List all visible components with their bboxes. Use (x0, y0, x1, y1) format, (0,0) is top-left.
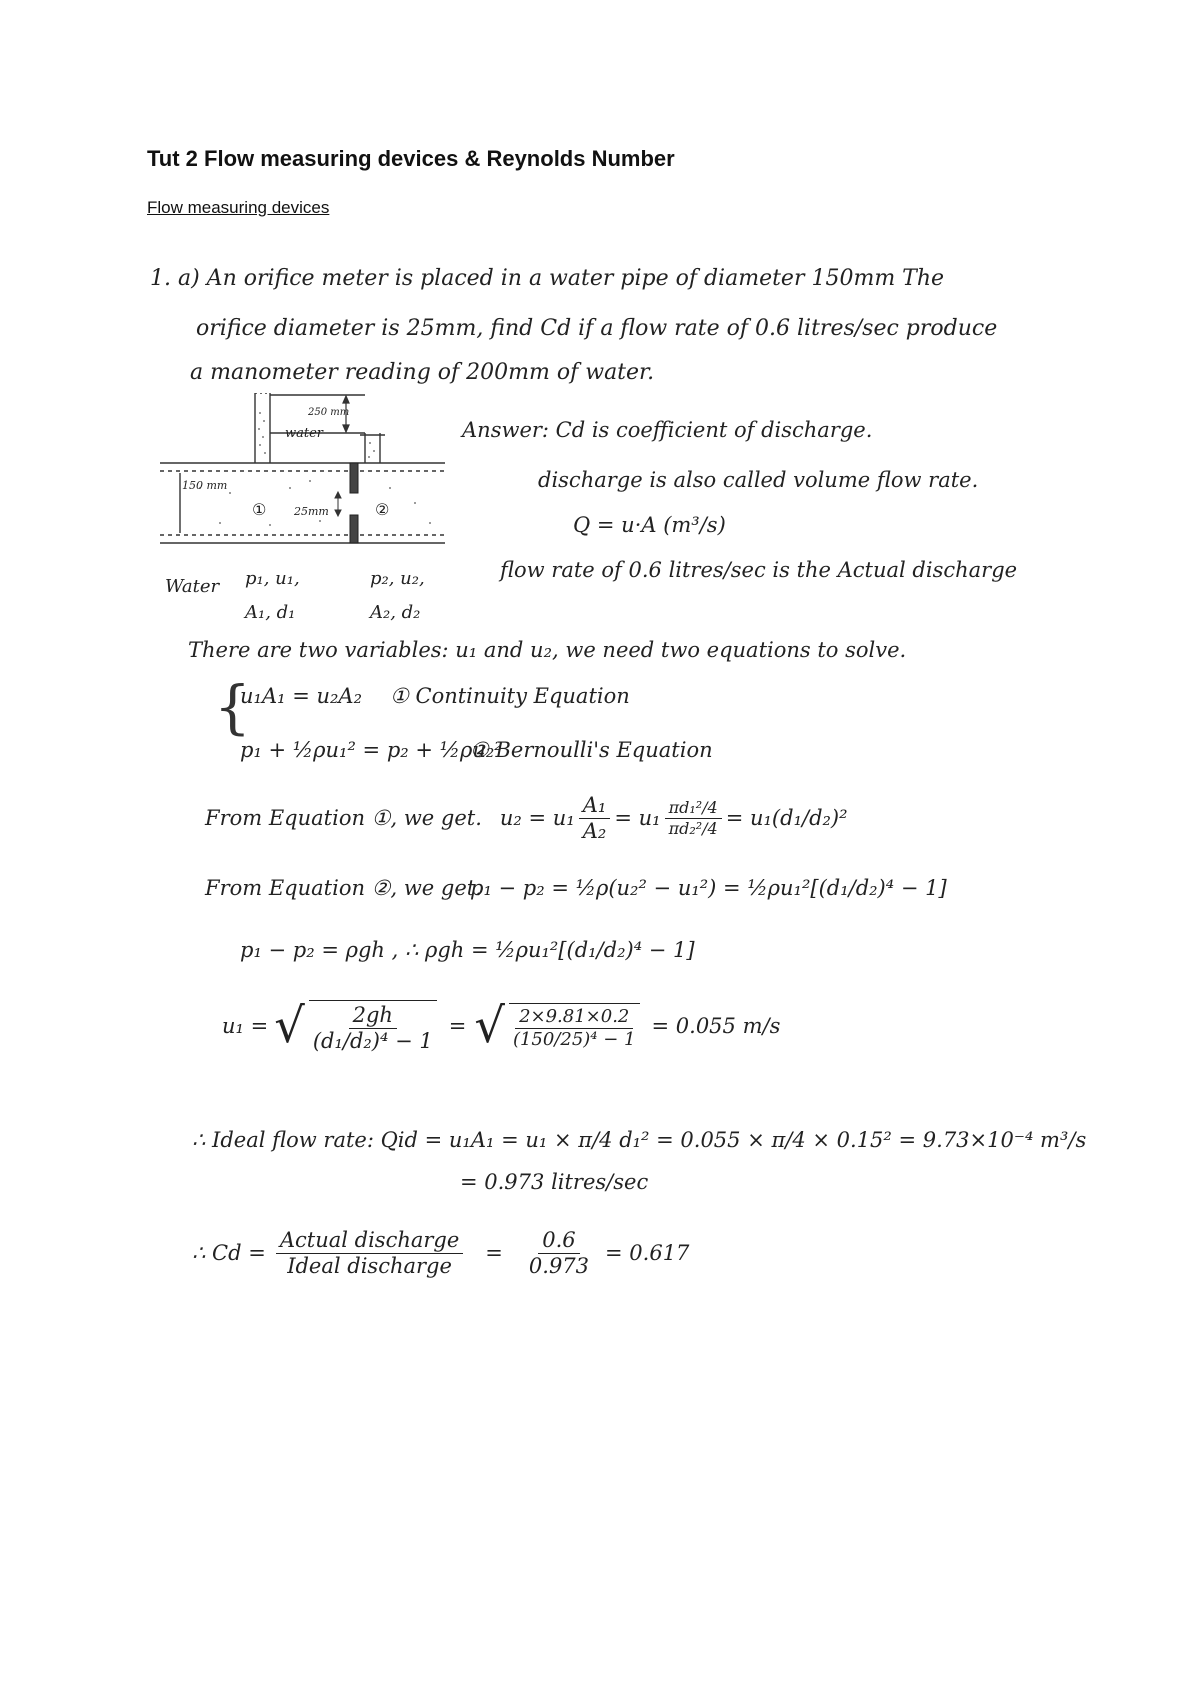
u1-lhs: u₁ = (222, 1013, 269, 1038)
sqrt-sign-1: √ (274, 998, 305, 1054)
pipe-water (199, 480, 431, 526)
cd-line (192, 1230, 689, 1277)
from-eq2-expr: p₁ − p₂ = ½ρ(u₂² − u₁²) = ½ρu₁²[(d₁/d₂)⁴ − 1] (470, 876, 947, 900)
answer-line-1: Answer: Cd is coefficient of discharge. (462, 418, 873, 442)
cd-result: = 0.617 (605, 1241, 690, 1265)
u1-values-fraction (509, 1003, 640, 1049)
u1-formula-num: 2gh (349, 1005, 397, 1029)
cd-values-num: 0.6 (538, 1230, 579, 1254)
answer-line-4: flow rate of 0.6 litres/sec is the Actual discharge (500, 558, 1018, 582)
u1-line (222, 1000, 780, 1052)
section-heading: Flow measuring devices (147, 198, 330, 217)
u1-formula-den: (d₁/d₂)⁴ − 1 (312, 1029, 433, 1053)
question-line-1: 1. a) An orifice meter is placed in a water pipe of diameter 150mm The (150, 266, 945, 291)
u1-values-num: 2×9.81×0.2 (515, 1008, 633, 1029)
area-ratio-den: A₂ (582, 819, 607, 843)
continuity-equation: u₁A₁ = u₂A₂ (240, 684, 363, 708)
cd-words-fraction (276, 1230, 463, 1277)
variables-line: There are two variables: u₁ and u₂, we need two equations to solve. (188, 638, 907, 662)
pipe-dia-label: 150 mm (182, 479, 228, 492)
section-1-label: ① (252, 500, 267, 519)
section-2-props-a: p₂, u₂, (370, 568, 425, 589)
orifice-dimension (335, 492, 341, 516)
orifice-meter-diagram (160, 393, 460, 583)
from-eq1-mid: = u₁ (614, 806, 661, 830)
reading-label: 250 mm (308, 407, 350, 418)
section-2-label: ② (375, 500, 390, 519)
u1-result: = 0.055 m/s (651, 1013, 781, 1038)
u1-eq: = (448, 1013, 467, 1038)
bernoulli-equation: p₁ + ½ρu₁² = p₂ + ½ρu₂² (240, 738, 503, 762)
cd-words-den: Ideal discharge (287, 1254, 452, 1278)
answer-line-3: Q = u·A (m³/s) (573, 513, 726, 537)
equation-brace: { (214, 673, 251, 741)
section-1-props-a: p₁, u₁, (245, 568, 300, 589)
from-eq2-prefix: From Equation ②, we get. (205, 876, 482, 900)
question-line-2: orifice diameter is 25mm, find Cd if a flow rate of 0.6 litres/sec produce (196, 316, 998, 341)
cd-values-den: 0.973 (528, 1254, 590, 1278)
orifice-plate (350, 463, 358, 543)
area-formula-fraction (665, 800, 722, 837)
from-eq1-line (205, 795, 848, 842)
page-title: Tut 2 Flow measuring devices & Reynolds Number (147, 146, 675, 171)
cd-lhs: ∴ Cd = (192, 1241, 266, 1265)
pressure-expr: p₁ − p₂ = ρgh , ∴ ρgh = ½ρu₁²[(d₁/d₂)⁴ − 1] (240, 938, 695, 962)
cd-eq: = (485, 1241, 503, 1265)
cd-words-num: Actual discharge (276, 1230, 463, 1254)
answer-line-2: discharge is also called volume flow rate. (538, 468, 979, 492)
u1-values-den: (150/25)⁴ − 1 (512, 1029, 636, 1050)
area-formula-den: πd₂²/4 (668, 819, 718, 838)
u1-formula-fraction (309, 1000, 437, 1052)
from-eq1-prefix: From Equation ①, we get. (205, 806, 482, 830)
manometer-fluid-label: water (285, 426, 324, 441)
pipe (160, 463, 445, 543)
cd-values-fraction (525, 1230, 593, 1277)
section-2-props-b: A₂, d₂ (370, 602, 421, 623)
from-eq1-rhs: = u₁(d₁/d₂)² (725, 806, 848, 830)
continuity-equation-tag: ① Continuity Equation (390, 684, 630, 708)
question-line-3: a manometer reading of 200mm of water. (190, 360, 655, 385)
sqrt-sign-2: √ (474, 998, 505, 1054)
from-eq1-lhs: u₂ = u₁ (499, 806, 575, 830)
area-formula-num: πd₁²/4 (665, 800, 722, 819)
orifice-dia-label: 25mm (294, 505, 329, 518)
area-ratio-fraction (579, 795, 611, 842)
ideal-flow-line-1: ∴ Ideal flow rate: Qid = u₁A₁ = u₁ × π/4 d₁² = 0.055 × π/4 × 0.15² = 9.73×10⁻⁴ m³/s (192, 1128, 1087, 1152)
section-1-props-b: A₁, d₁ (245, 602, 296, 623)
ideal-flow-line-2: = 0.973 litres/sec (460, 1170, 649, 1194)
pipe-fluid-label: Water (165, 576, 220, 597)
area-ratio-num: A₁ (579, 795, 611, 819)
bernoulli-equation-tag: ② Bernoulli's Equation (470, 738, 713, 762)
